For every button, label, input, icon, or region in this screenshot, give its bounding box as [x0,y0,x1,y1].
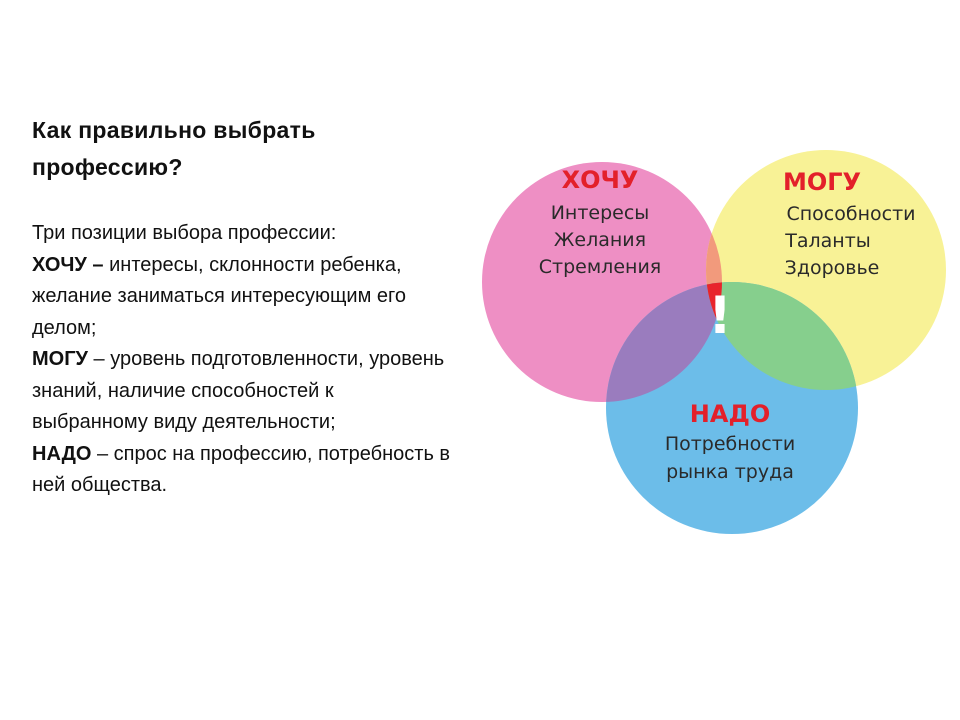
center-exclamation-icon: ! [708,286,732,346]
nado-title: НАДО [689,400,771,428]
mogu-description: – уровень подготовленности, уровень знаний, наличие способностей к выбранному виду деятельности; [32,348,445,433]
nado-description: – спрос на профессию, потребность в ней общества. [32,442,451,496]
intro-text: Три позиции выбора профессии: [32,222,337,244]
title-line-2: профессию? [32,154,183,180]
khochu-item-1: Интересы [550,202,650,224]
mogu-item-3: Здоровье [784,257,880,279]
khochu-item-2: Желания [553,229,647,251]
title-line-1: Как правильно выбрать [32,117,316,143]
mogu-item-2: Таланты [785,230,871,252]
nado-item-1: Потребности [664,433,796,455]
nado-item-2: рынка труда [666,461,794,483]
body-text [32,218,452,502]
khochu-term: ХОЧУ – [32,253,104,276]
mogu-term: МОГУ [32,348,88,370]
venn-diagram [480,128,960,548]
khochu-item-3: Стремления [538,256,662,278]
mogu-item-1: Способности [786,203,916,225]
text-panel [32,112,452,502]
khochu-title: ХОЧУ [561,166,639,194]
mogu-title: МОГУ [782,168,862,196]
khochu-description: интересы, склонности ребенка, желание заниматься интересующим его делом; [32,253,406,339]
nado-term: НАДО [32,442,92,465]
venn-svg [480,128,960,548]
page-title [32,112,452,186]
